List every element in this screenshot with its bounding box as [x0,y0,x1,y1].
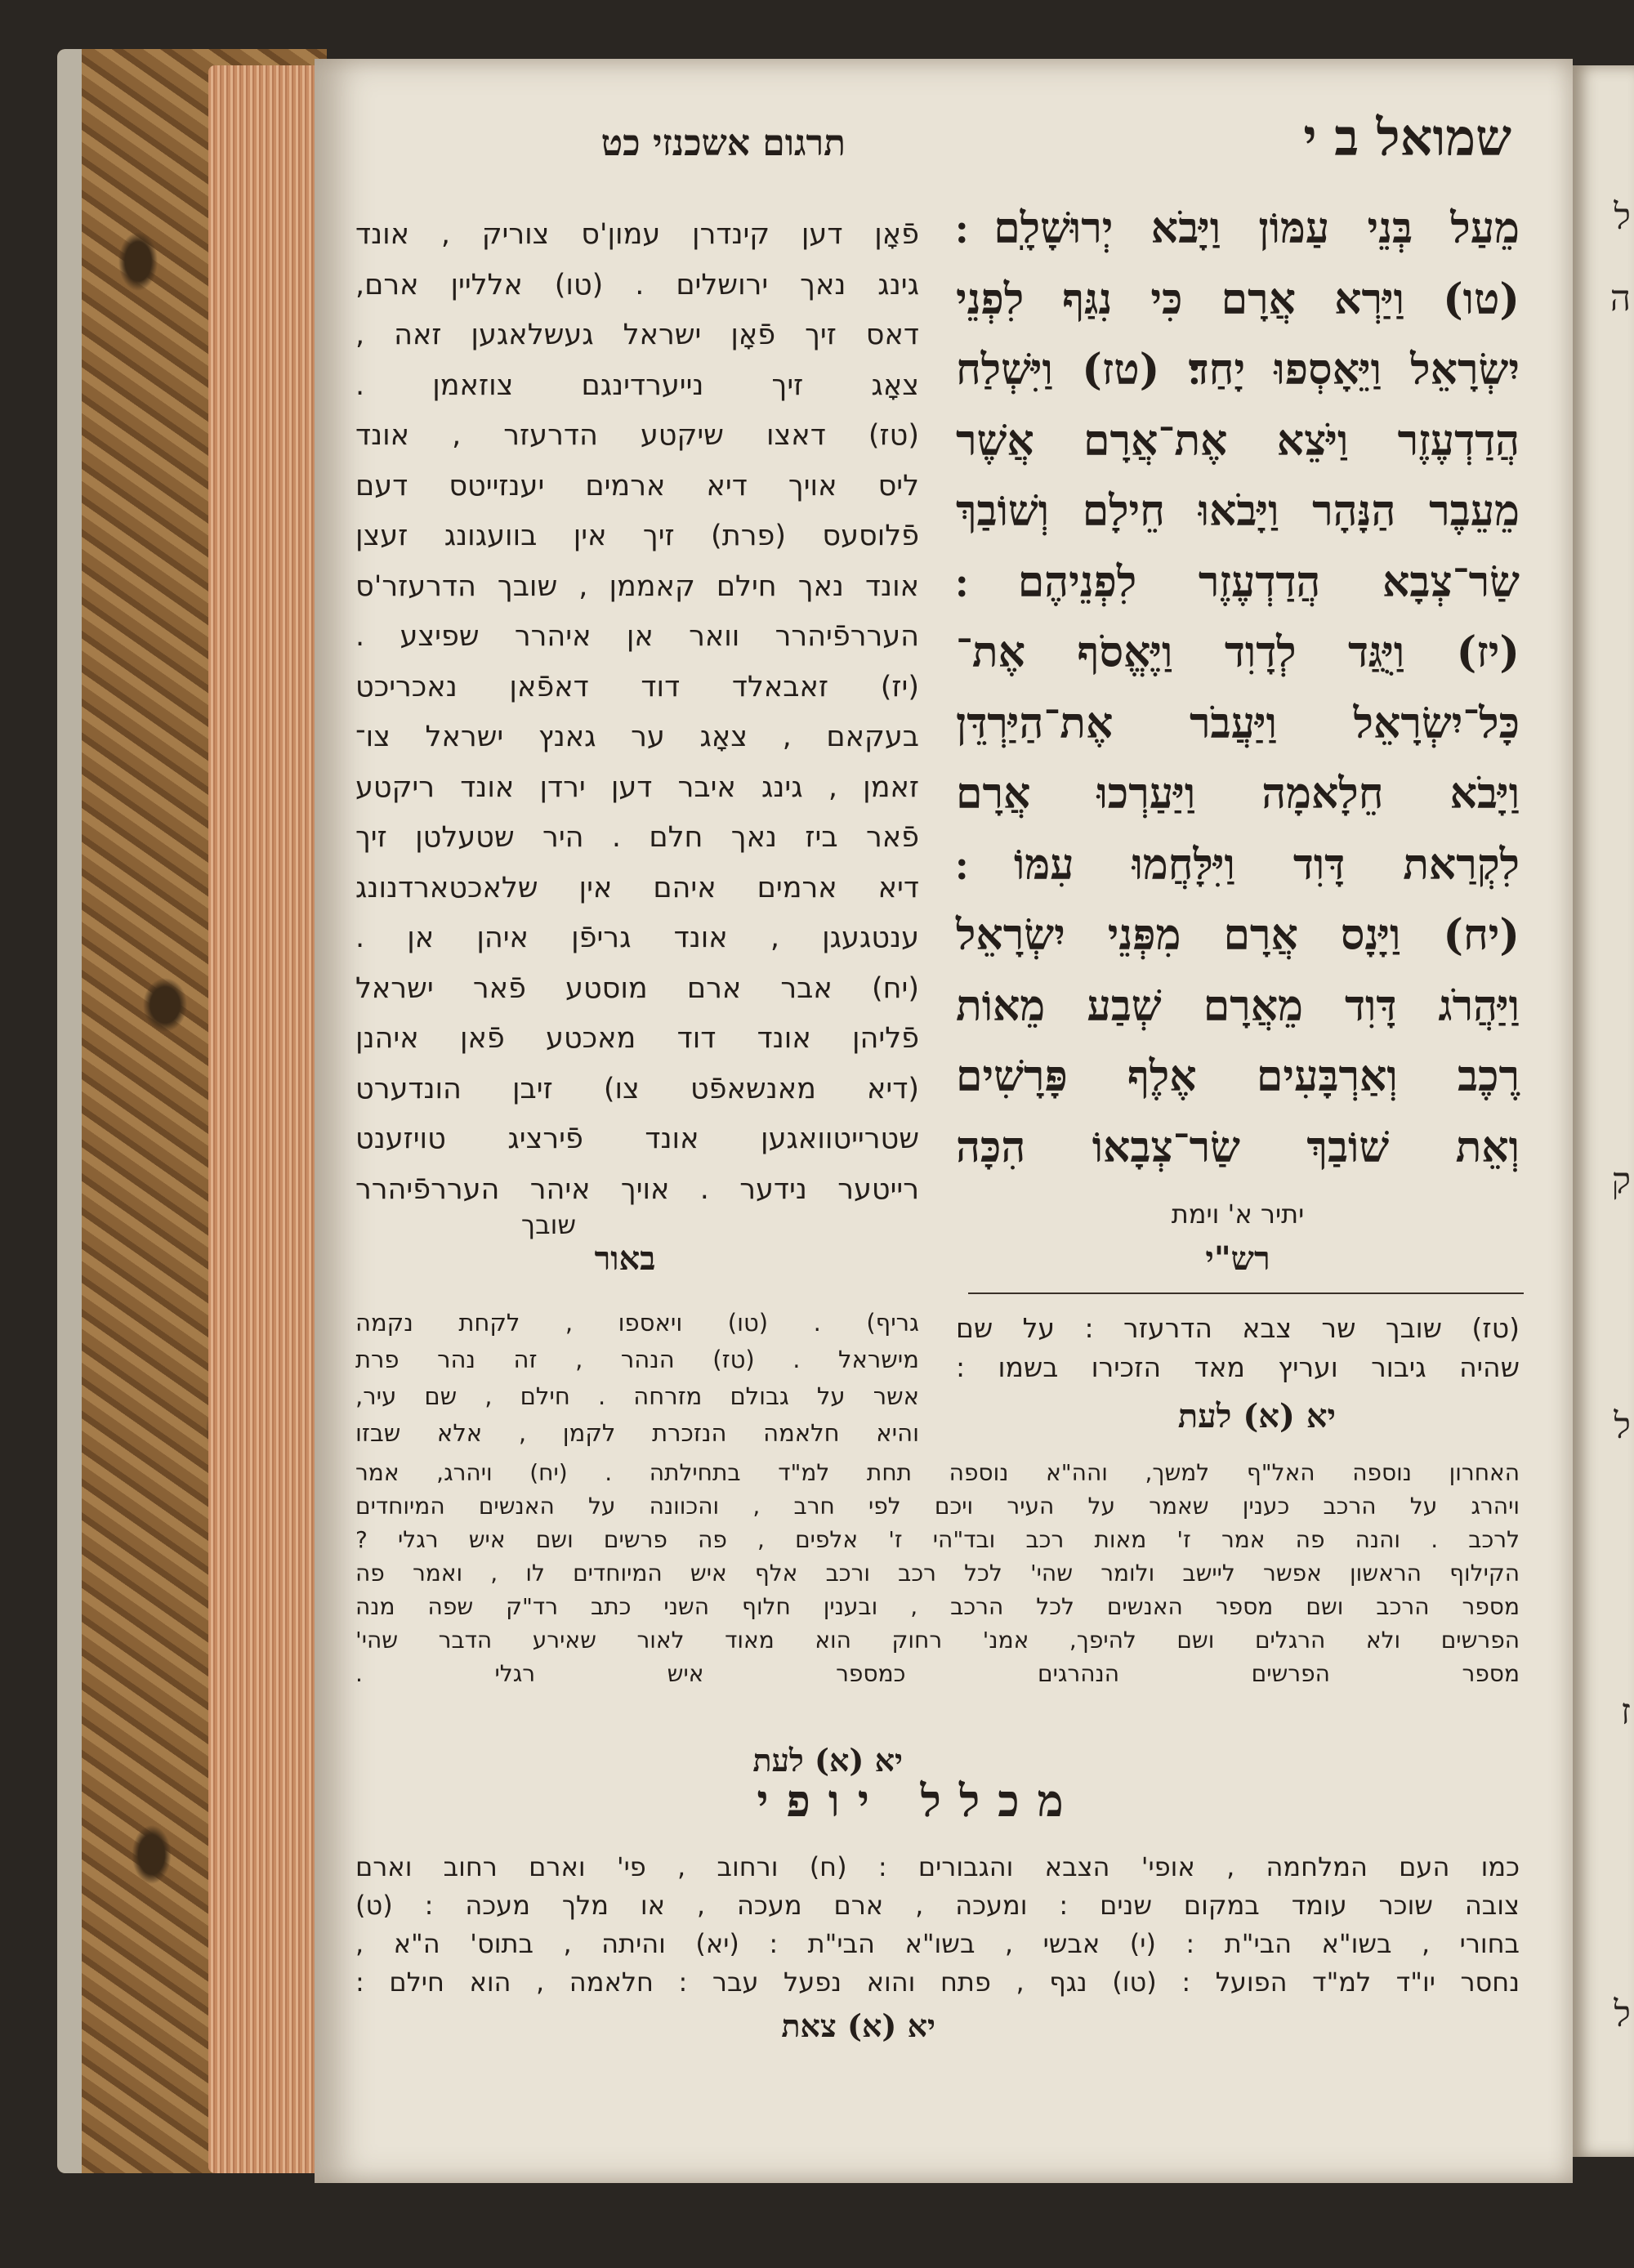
translation-line: פֿליהן אונד דוד מאכטע פֿאן איהנן [355,1022,919,1055]
michlal-catchword: יא (א) צאת [781,2007,935,2044]
translation-line: פֿלוסעס (פרת) זיך אין בוועגונג זעצן [355,520,919,552]
translation-line: זאמן , גינג איבר דען ירדן אונד ריקטע [355,770,919,804]
translation-line: רייטער נידער . אויך איהר העררפֿיהרר [355,1172,919,1206]
main-text-line: יִשְׂרָאֵל וַיֵּאָסְפוּ יָחַד׃ (טז) וַיִּשְׁלַח [956,345,1520,395]
rashi-rule [968,1292,1524,1294]
biur-text [355,1305,919,1452]
translation-line: פֿאר ביז נאך חלם . היר שטעלטן זיך [355,821,919,854]
translation-line: העררפֿיהרר וואר אן איהרר שפיצע . [355,620,919,653]
next-page-fragment: ה [1609,278,1631,319]
michlal-text [355,1848,1520,2002]
translation-line: צאָג זיך נייערדינגם צוזאמן . [355,368,919,402]
translation-line: (יז) זאבאלד דוד דאפֿאן נאכריכט [355,670,919,703]
main-text-line: (טו) וַיַּרְא אֲרָם כִּי נִגַּף לִפְנֵי [956,274,1520,324]
biur-line: אשר על גבולם מזרחה . חילם , שם עיר, [355,1382,919,1410]
translation-line: (יח) אבר ארם מוסטע פֿאר ישראל [355,971,919,1005]
commentary-line: ויהרג על הרכב כענין שאמר על העיר ויכם לפי חרב , והכוונה על האנשים המיוחדים [355,1493,1520,1520]
header-right-title: שמואל ב י [1303,108,1511,167]
michlal-line: בחורי , בשו"א הבי"ת : (י) אבשי , בשו"א הבי"ת : (יא) והיתה , בתוס' ה"א , [355,1928,1520,1959]
next-page-edge [1573,65,1634,2157]
next-page-fragment: ל [1614,196,1631,238]
translation-line: גינג נאך ירושלים . (טו) אלליין ארם, [355,268,919,301]
translation-catchword: שובך [520,1209,576,1240]
next-page-fragment: ל [1614,1993,1631,2035]
biur-line: והיא חלאמה הנזכרת לקמן , אלא שבזו [355,1419,919,1447]
translation-line: שטרייטוואגען אונד פֿירציג טויזענט [355,1123,919,1155]
commentary-line: מספר הרכב ושם מספר האנשים לכל הרכב , ובענין חלוף השני כתב רד"ק שפה מנה [355,1593,1520,1620]
michlal-line: צובה שוכר עומד במקום שנים : ומעכה , ארם מעכה , או מלך מעכה : (ט) [355,1890,1520,1921]
next-page-fragment: ל [1614,1405,1631,1447]
header-left-title: תרגום אשכנזי כט [600,123,846,164]
main-text-line: (יח) וַיָּנָס אֲרָם מִפְּנֵי יִשְׂרָאֵל [956,910,1520,960]
commentary-line: לרכב . והנה פה אמר ז' מאות רכב ובד"הי ז' אלפים , פה פרשים ושם איש רגלי ? [355,1526,1520,1553]
michlal-title: מכלל יופי [757,1775,1082,1827]
main-catchword: יתיר א' וימת [1171,1199,1305,1230]
next-page-fragment: ז [1620,1691,1631,1733]
main-text-line: שַׂר־צְבָא הֲדַדְעֶזֶר לִפְנֵיהֶם ׃ [956,556,1520,607]
cover-edge [57,49,82,2173]
rashi-line: שהיה גיבור ועריץ מאד הזכירו בשמו : [956,1351,1520,1383]
biur-title: באור [594,1239,656,1278]
rashi-line: (טז) שובך שר צבא הדרעזר : על שם [956,1312,1520,1344]
rashi-catchword: יא (א) לעת [1177,1397,1336,1435]
translation-line: (דיא מאנשאפֿט צו) זיבן הונדערט [355,1072,919,1105]
translation-line: ליס אויך דיא ארמים יענזייטס דעם [355,469,919,502]
main-text-line: (יז) וַיֻּגַּד לְדָוִד וַיֶּאֱסֹף אֶת־ [956,627,1520,677]
commentary-text [355,1456,1520,1690]
main-text [956,194,1520,1183]
book-page [315,59,1573,2183]
translation-line: (טז) דאצו שיקטע הדרעזר , אונד [355,419,919,452]
commentary-line: האחרון נוספה האל"ף למשך, והה"א נוספה תחת למ"ד בתחילתה . (יח) ויהרג, אמר [355,1459,1520,1486]
commentary-line: הקילוף הראשון אפשר ליישב ולומר שהי' לכל רכב ורכב אלף איש המיוחדים לו , ואמר פה [355,1560,1520,1587]
translation-line: אונד נאך חילם קאממן , שובך הדרעזר'ס [355,569,919,603]
commentary-line: הפרשים ולא הרגלים ושם להיפך, אמנ' רחוק הוא מאוד לאור שאירע הדבר שהי' [355,1627,1520,1654]
translation-line: דאס זיך פֿאָן ישראל געשלאגען זאה , [355,319,919,351]
michlal-line: כמו העם המלחמה , אופי' הצבא והגבורים : (ח) ורחוב , פי' וארם רחוב וארם [355,1851,1520,1882]
rashi-text [956,1309,1520,1387]
translation-line: ענטגעגן , אונד גריפֿן איהן אן . [355,922,919,954]
main-text-line: וַיַּהֲרֹג דָּוִד מֵאֲרָם שְׁבַע מֵאוֹת [956,980,1520,1031]
main-text-line: וַיָּבֹא חֵלָאמָה וַיַּעַרְכוּ אֲרָם [956,769,1520,819]
translation-line: פֿאָן דען קינדרן עמון'ס צוריק , אונד [355,218,919,251]
biur-line: מישראל . (טז) הנהר , זה נהר פרת [355,1346,919,1373]
translation-line: דיא ארמים איהם אין שלאכטארדנונג [355,871,919,904]
main-text-line: רֶכֶב וְאַרְבָּעִים אֶלֶף פָּרָשִׁים [956,1051,1520,1101]
michlal-line: נחסר יו"ד למ"ד הפועל : (טו) נגף , פתח והוא נפעל עבר : חלאמה , הוא חילם : [355,1967,1520,1998]
translation-text [355,210,919,1215]
biur-line: גריף) . (טו) ויאספו , לקחת נקמה [355,1309,919,1337]
page-edges [208,65,323,2173]
commentary-catchword: יא (א) לעת [752,1742,903,1779]
rashi-title: רש"י [1205,1239,1270,1278]
commentary-line: מספר הפרשים הנהרגים כמספר איש רגלי . [355,1660,1520,1687]
main-text-line: מֵעַל בְּנֵי עַמּוֹן וַיָּבֹא יְרוּשָׁלָֽם ׃ [956,203,1520,253]
translation-line: בעקאם , צאָג ער גאנץ ישראל צו־ [355,721,919,753]
main-text-line: כָּל־יִשְׂרָאֵל וַיַּעֲבֹר אֶת־הַיַּרְדֵּן [956,698,1520,748]
next-page-fragment: ק [1611,1160,1631,1202]
main-text-line: מֵעֵבֶר הַנָּהָר וַיָּבֹאוּ חֵילָם וְשׁוֹבַךְ [956,486,1520,536]
main-text-line: וְאֵת שׁוֹבַךְ שַׂר־צְבָאוֹ הִכָּה [956,1122,1520,1172]
main-text-line: לִקְרַאת דָּוִד וַיִּלָּחֲמוּ עִמּוֹ ׃ [956,839,1520,890]
main-text-line: הֲדַדְעֶזֶר וַיֹּצֵא אֶת־אֲרָם אֲשֶׁר [956,415,1520,466]
